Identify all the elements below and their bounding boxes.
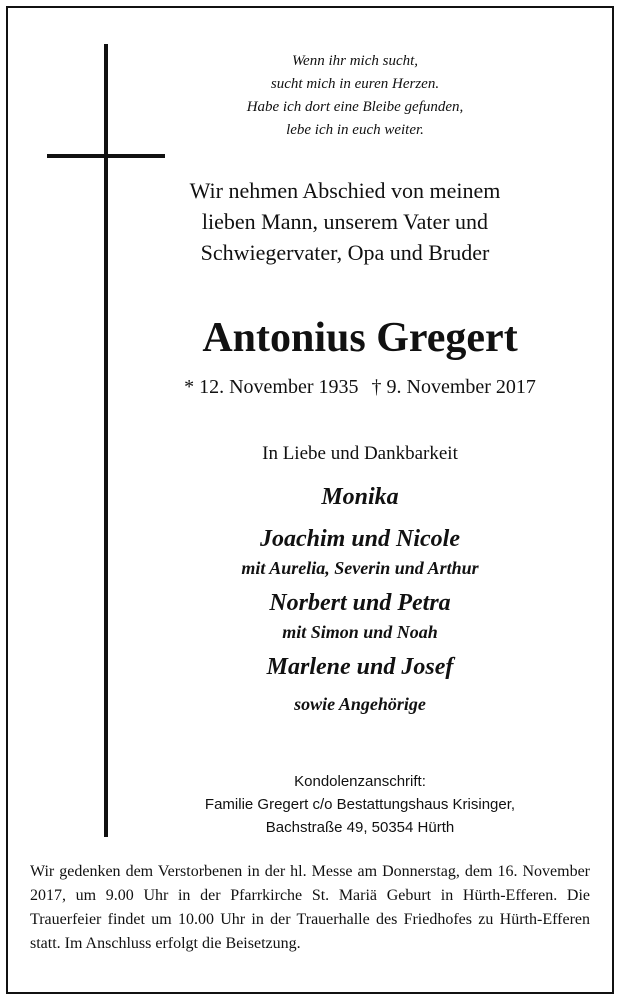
- poem-line: Wenn ihr mich sucht,: [291, 53, 419, 69]
- mourners-list: [100, 480, 620, 716]
- poem-line: lebe ich in euch weiter.: [286, 122, 424, 138]
- intro-line: lieben Mann, unserem Vater und: [201, 209, 489, 234]
- memorial-service-text: Wir gedenken dem Verstorbenen in der hl. Messe am Donnerstag, dem 16. November 2017, um 9.00 Uhr in der Pfarrkirche St. Mariä Geburt in Hürth-Efferen. Die Trauerfeier findet um 10.00 Uhr in der Trauerhalle des Friedhofes zu Hürth-Efferen statt. Im Anschluss erfolgt die Beisetzung.: [30, 863, 590, 952]
- death-date: † 9. November 2017: [371, 376, 536, 398]
- mourner-family: Joachim und Nicole: [259, 526, 460, 552]
- cross-horizontal-bar: [47, 154, 165, 158]
- mourner-family: Marlene und Josef: [266, 654, 454, 680]
- mourner-children: mit Simon und Noah: [282, 622, 438, 642]
- poem: [220, 50, 490, 142]
- intro-line: Wir nehmen Abschied von meinem: [189, 178, 501, 203]
- mourner-family: Norbert und Petra: [269, 590, 451, 616]
- address-line: Familie Gregert c/o Bestattungshaus Krisinger,: [204, 796, 516, 813]
- mourners-intro: In Liebe und Dankbarkeit: [262, 443, 458, 464]
- deceased-name: Antonius Gregert: [202, 315, 518, 361]
- address-heading: Kondolenzanschrift:: [294, 773, 426, 790]
- address-line: Bachstraße 49, 50354 Hürth: [265, 819, 455, 836]
- condolence-address: [100, 770, 620, 839]
- mourner-relatives: sowie Angehörige: [294, 694, 426, 714]
- farewell-intro: [160, 175, 530, 268]
- birth-date: * 12. November 1935: [184, 376, 359, 398]
- poem-line: Habe ich dort eine Bleibe gefunden,: [246, 99, 464, 115]
- life-dates: [100, 373, 620, 401]
- mourner-wife: Monika: [321, 484, 399, 510]
- intro-line: Schwiegervater, Opa und Bruder: [200, 240, 490, 265]
- poem-line: sucht mich in euren Herzen.: [270, 76, 440, 92]
- mourner-children: mit Aurelia, Severin und Arthur: [241, 558, 479, 578]
